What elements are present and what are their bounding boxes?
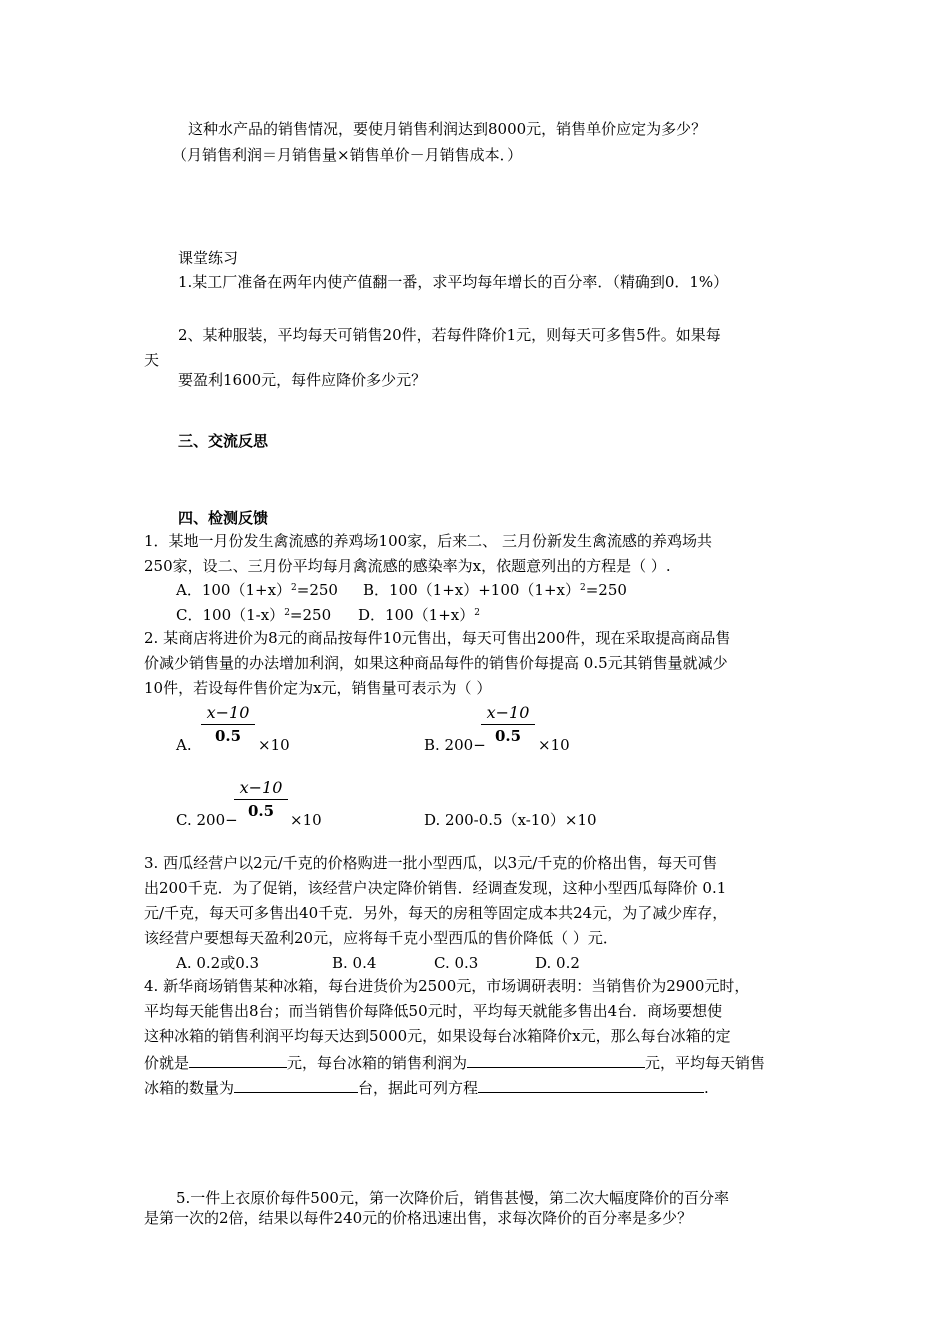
q2-line-2: 价减少销售量的办法增加利润，如果这种商品每件的销售价每提高 0.5元其销售量就减少 <box>144 654 728 672</box>
q1-option-a: A．$100(1+x)^2=250$ <box>176 581 338 599</box>
q3-line-3: 元/千克，每天可多售出40千克．另外，每天的房租等固定成本共24元，为了减少库存， <box>144 904 728 922</box>
q4-line-4: 价就是 元，每台冰箱的销售利润为 元，平均每天销售 <box>144 1051 765 1073</box>
q2-option-b-prefix: B. 200− <box>424 736 486 754</box>
q3-line-4: 该经营户要想每天盈利20元，应将每千克小型西瓜的售价降低（ ）元． <box>144 929 618 947</box>
q2-option-c-suffix: ×10 <box>290 811 322 829</box>
q4-line-2: 平均每天能售出8台；而当销售价每降低50元时，平均每天就能多售出4台．商场要想使 <box>144 1002 723 1020</box>
q1-option-b: B．$100(1+x)+100(1+x)^2=250$ <box>363 581 627 599</box>
fraction-numerator: x−10 <box>239 778 283 797</box>
practice-q2-line-2: 天 <box>144 351 160 369</box>
q2-option-c-prefix: C. 200− <box>176 811 238 829</box>
fraction-bar <box>234 799 288 800</box>
q2-option-a-suffix: ×10 <box>258 736 290 754</box>
q1-line-2: 250家，设二、三月份平均每月禽流感的感染率为x，依题意列出的方程是（ ）. <box>144 557 671 575</box>
fraction-denominator: 0.5 <box>494 727 522 745</box>
fraction-numerator: x−10 <box>206 703 250 722</box>
q2-line-1: 2. 某商店将进价为8元的商品按每件10元售出，每天可售出200件，现在采取提高商品售 <box>144 629 731 647</box>
q3-option-b: B. 0.4 <box>332 954 377 972</box>
q3-option-c: C. 0.3 <box>434 954 479 972</box>
q4-line-3: 这种冰箱的销售利润平均每天达到5000元，如果设每台冰箱降价x元，那么每台冰箱的定 <box>144 1027 731 1045</box>
fraction-bar <box>201 724 255 725</box>
intro-line-1: 这种水产品的销售情况，要使月销售利润达到8000元，销售单价应定为多少？ <box>188 120 707 138</box>
q1-option-d: D．$100(1+x)^2$ <box>358 606 480 624</box>
q4-line-5: 冰箱的数量为 台，据此可列方程 . <box>144 1076 709 1098</box>
section-4-title: 四、检测反馈 <box>178 509 269 527</box>
q2-option-a-fraction <box>201 703 255 745</box>
equation-blank[interactable] <box>478 1076 704 1093</box>
fraction-denominator: 0.5 <box>214 727 242 745</box>
section-3-title: 三、交流反思 <box>178 432 269 450</box>
practice-title: 课堂练习 <box>178 249 239 267</box>
practice-q2-line-1: 2、某种服装，平均每天可销售20件，若每件降价1元，则每天可多售5件。如果每 <box>178 326 721 344</box>
profit-blank[interactable] <box>467 1051 645 1068</box>
q2-option-c-fraction <box>234 778 288 820</box>
q1-line-1: 1．某地一月份发生禽流感的养鸡场100家，后来二、 三月份新发生禽流感的养鸡场共 <box>144 532 712 550</box>
q2-option-d: D. 200-0.5（x-10）×10 <box>424 811 597 829</box>
q2-line-3: 10件，若设每件售价定为x元，销售量可表示为（ ） <box>144 679 492 697</box>
q2-option-b-fraction <box>481 703 535 745</box>
quantity-blank[interactable] <box>234 1076 358 1093</box>
q3-line-1: 3. 西瓜经营户以2元/千克的价格购进一批小型西瓜，以3元/千克的价格出售，每天可售 <box>144 854 718 872</box>
fraction-numerator: x−10 <box>486 703 530 722</box>
q5-line-1: 5.一件上衣原价每件500元，第一次降价后，销售甚慢，第二次大幅度降价的百分率 <box>176 1189 729 1207</box>
q1-option-c: C．$100(1-x)^2=250$ <box>176 606 332 624</box>
q2-option-b-suffix: ×10 <box>538 736 570 754</box>
q3-option-d: D. 0.2 <box>535 954 580 972</box>
practice-q2-line-3: 要盈利1600元，每件应降价多少元？ <box>178 371 427 389</box>
fraction-bar <box>481 724 535 725</box>
intro-line-2: （月销售利润＝月销售量×销售单价－月销售成本．） <box>172 146 523 164</box>
practice-q1: 1.某工厂准备在两年内使产值翻一番，求平均每年增长的百分率．（精确到0．1%） <box>178 273 729 291</box>
q5-line-2: 是第一次的2倍，结果以每件240元的价格迅速出售，求每次降价的百分率是多少？ <box>144 1209 693 1227</box>
q3-option-a: A. 0.2或0.3 <box>176 954 260 972</box>
q4-line-1: 4. 新华商场销售某种冰箱，每台进货价为2500元，市场调研表明：当销售价为2900元时， <box>144 977 750 995</box>
q3-line-2: 出200千克．为了促销，该经营户决定降价销售．经调查发现，这种小型西瓜每降价 0.1 <box>144 879 727 897</box>
fraction-denominator: 0.5 <box>247 802 275 820</box>
price-blank[interactable] <box>189 1051 287 1068</box>
q2-option-a-prefix: A. <box>176 736 192 754</box>
